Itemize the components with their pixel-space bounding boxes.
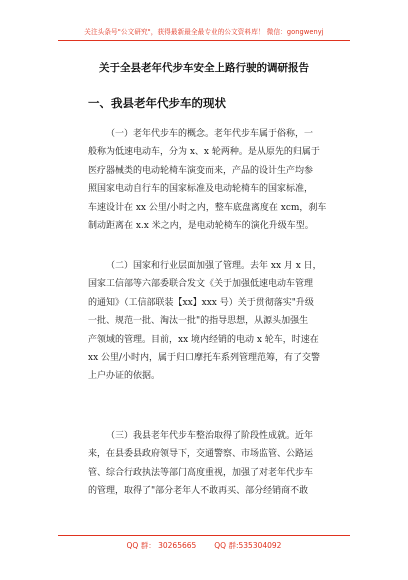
paragraph-line: 车速设计在 xx 公里/小时之内，整车底盘离度在 xcm，刹车 xyxy=(88,202,327,213)
paragraph-line: 的通知》（工信部联装【xx】xxx 号）关于贯彻落实"升级 xyxy=(88,297,314,308)
paragraph-line: 医疗器械类的电动轮椅车演变而来，产品的设计生产均参 xyxy=(88,165,314,176)
paragraph-line: （二）国家和行业层面加强了管理。去年 xx 月 x 日， xyxy=(106,261,322,271)
promo-banner: 关注头条号"公文研究"，获得最新最全最专业的公文资料库！ 微信：gongwenyj xyxy=(84,28,324,36)
footer-qq-group-2: QQ 群:535304092 xyxy=(214,541,282,550)
paragraph-line: 一批、规范一批、淘汰一批"的指导思想，从源头加强生 xyxy=(88,316,309,327)
footer xyxy=(0,540,408,551)
paragraph-achievements xyxy=(88,427,334,501)
document-title: 关于全县老年代步车安全上路行驶的调研报告 xyxy=(99,62,309,74)
paragraph-line: （一）老年代步车的概念。老年代步车属于俗称，一 xyxy=(106,129,314,139)
paragraph-management xyxy=(88,257,334,386)
paragraph-line: 般称为低速电动车，分为 x、x 轮两种。是从原先的归属于 xyxy=(88,147,320,158)
paragraph-line: xx 公里/小时内，属于归口摩托车系列管理范筹，有了交警 xyxy=(88,352,321,363)
footer-divider xyxy=(58,535,350,536)
paragraph-line: 来，在县委县政府领导下，交通警察、市场监管、公路运 xyxy=(88,449,314,460)
section-heading: 一、我县老年代步车的现状 xyxy=(88,96,226,110)
paragraph-line: 制动距离在 x.x 米之内，是电动轮椅车的演化升级车型。 xyxy=(88,220,314,231)
paragraph-line: 管、综合行政执法等部门高度重视，加强了对老年代步车 xyxy=(88,467,314,478)
paragraph-line: （三）我县老年代步车整治取得了阶段性成就。近年 xyxy=(106,431,314,441)
paragraph-line: 国家工信部等六部委联合发文《关于加强低速电动车管理 xyxy=(88,279,314,290)
paragraph-concept xyxy=(88,125,334,235)
paragraph-line: 上户办证的依据。 xyxy=(88,371,161,382)
footer-qq-group-1: QQ 群： 30265665 xyxy=(126,541,197,550)
paragraph-line: 的管理，取得了"部分老年人不敢再买、部分经销商不敢 xyxy=(88,486,309,497)
paragraph-line: 照国家电动自行车的国家标准及电动轮椅车的国家标准， xyxy=(88,184,314,195)
header-divider xyxy=(58,40,350,41)
paragraph-line: 产领域的管理。目前，xx 境内经销的电动 x 轮车，时速在 xyxy=(88,334,319,345)
